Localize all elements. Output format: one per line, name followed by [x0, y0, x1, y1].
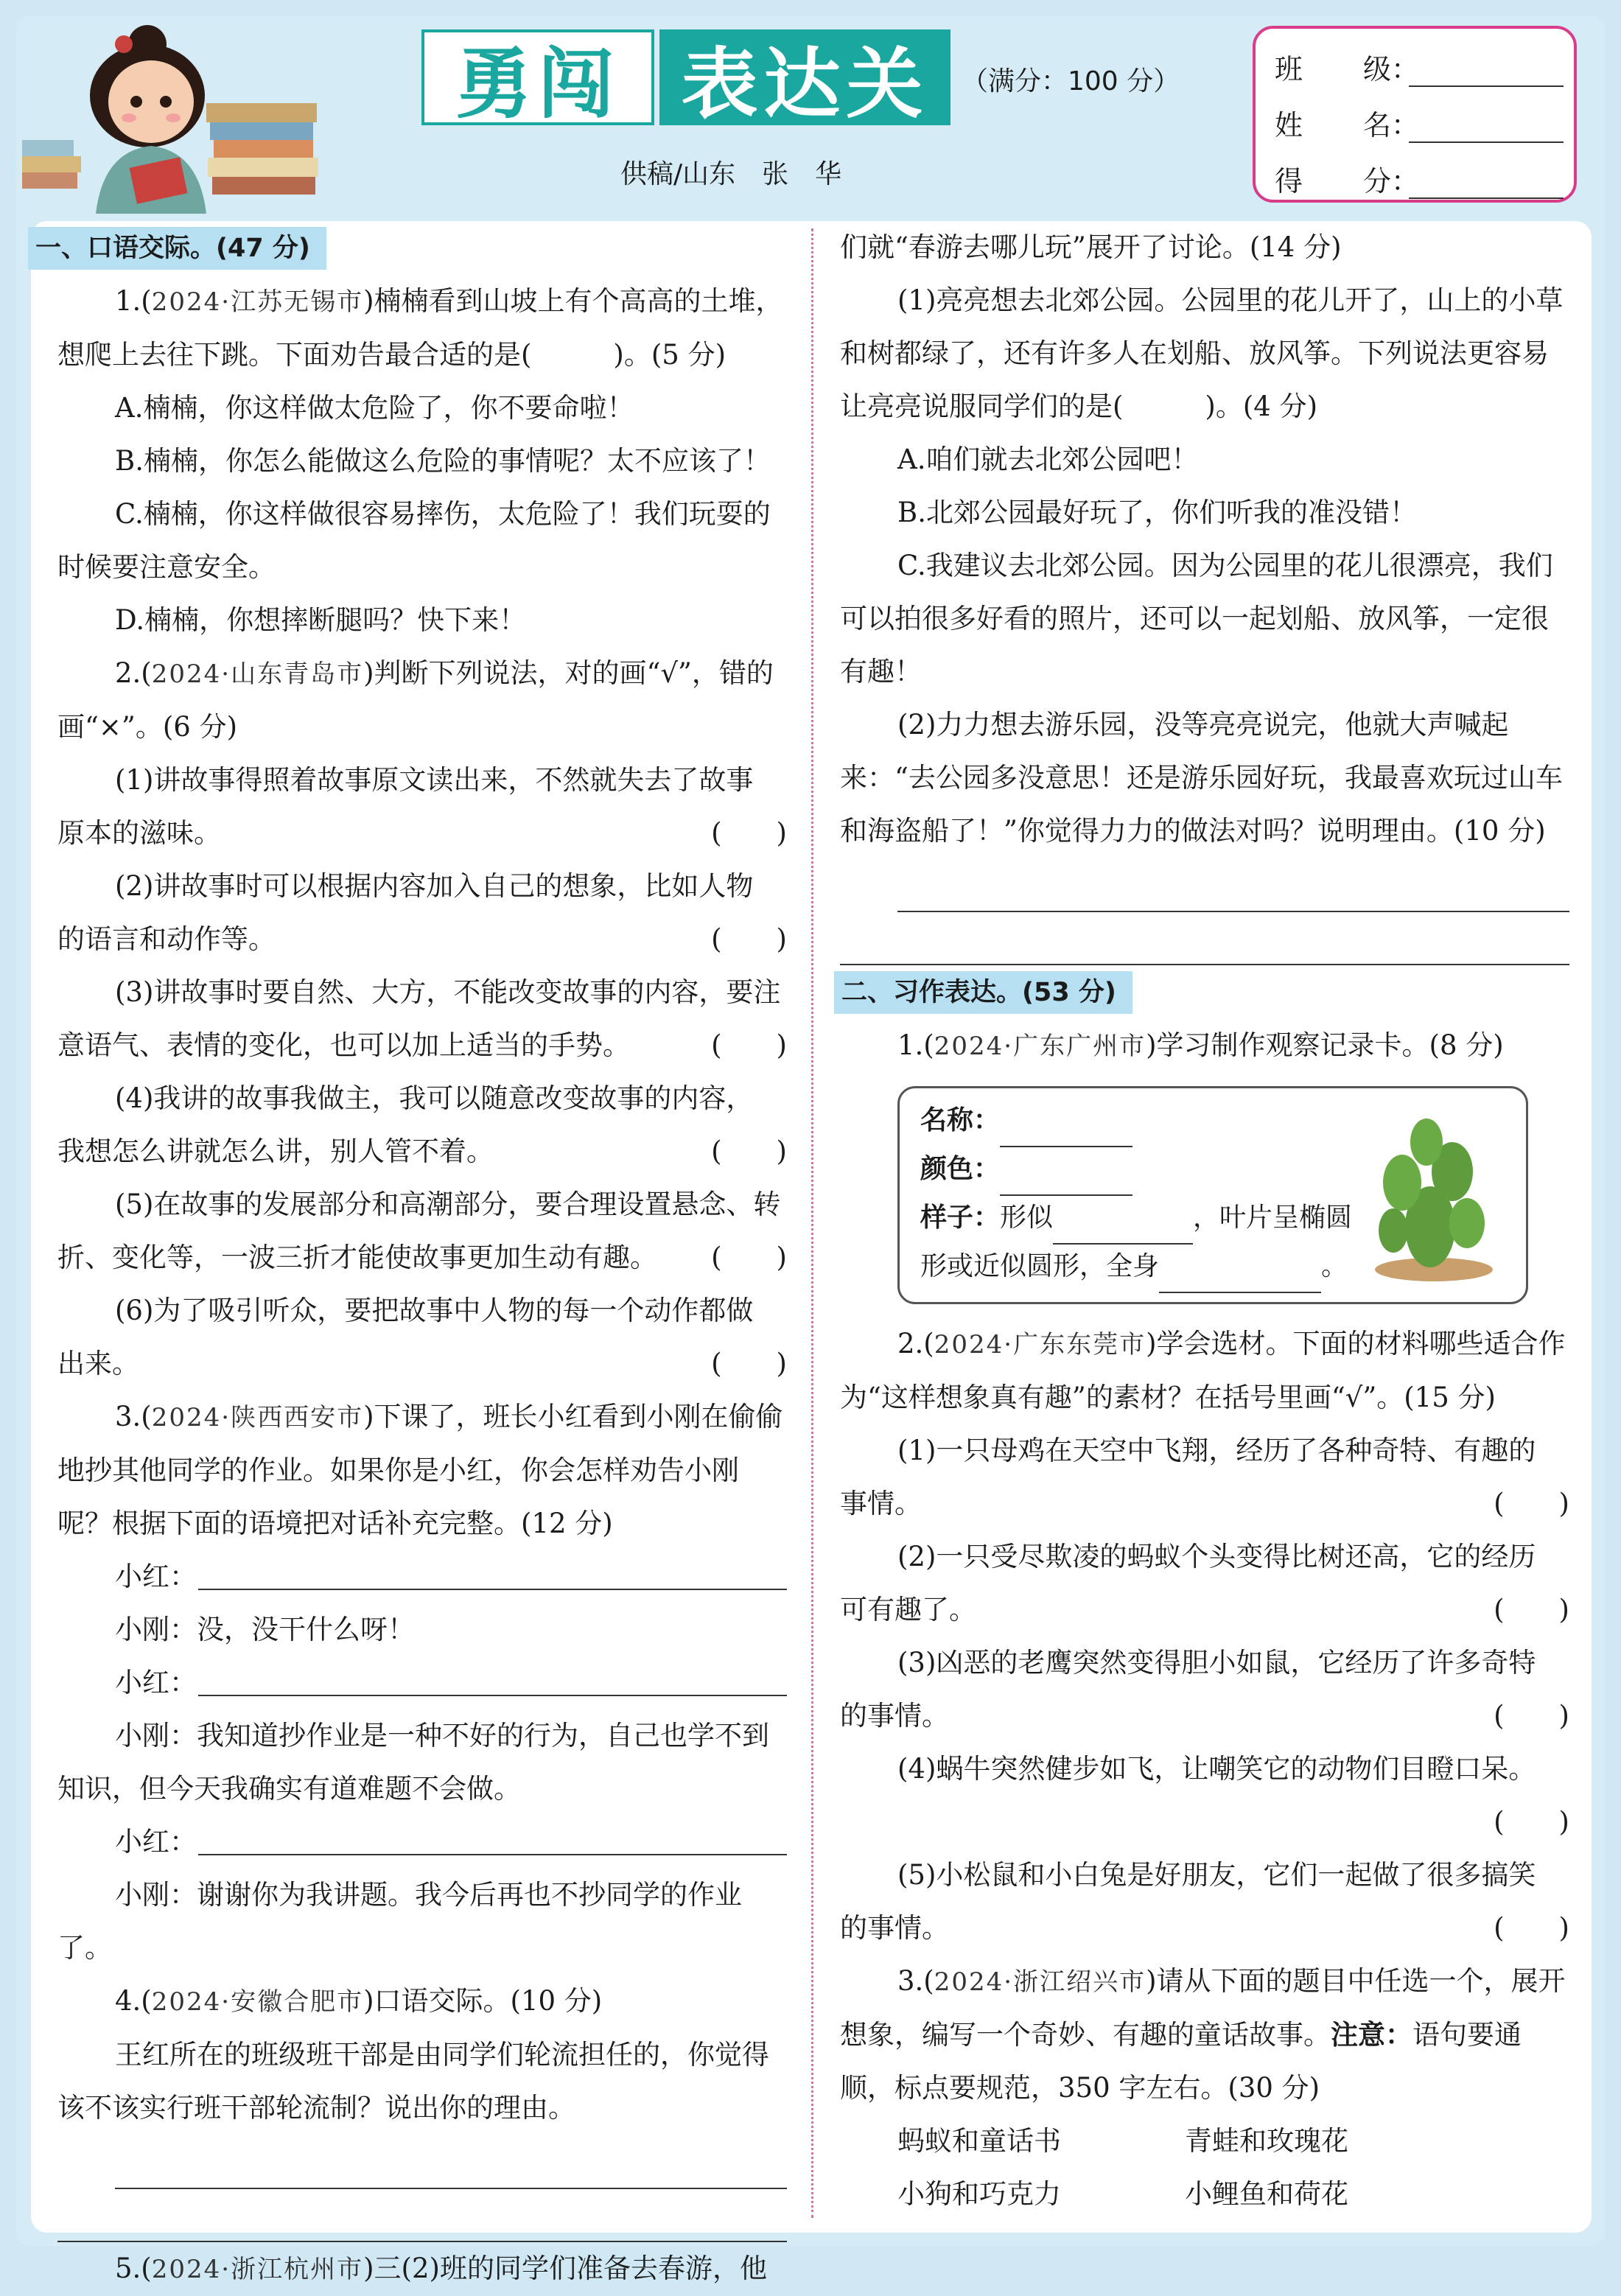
topic-item[interactable]: 蚂蚁和童话书 — [897, 2125, 1061, 2157]
q3-dialog-gang-2: 小刚：我知道抄作业是一种不好的行为，自己也学不到知识，但今天我确实有道难题不会做。 — [57, 1720, 769, 1805]
q3-stem: 3.(2024·陕西西安市)下课了，班长小红看到小刚在偷偷地抄其他同学的作业。如果你是小红，你会怎样劝告小刚呢？根据下面的语境把对话补充完整。(12 分) — [57, 1401, 783, 1539]
s2-q2-item-5: 的事情。 ( ) — [840, 1902, 1569, 1955]
topic-item[interactable]: 青蛙和玫瑰花 — [1185, 2125, 1348, 2157]
q4-stem: 4.(2024·安徽合肥市)口语交际。(10 分) — [115, 1985, 603, 2017]
q5-answer-line-1[interactable] — [897, 858, 1569, 912]
answer-paren[interactable]: ( ) — [1494, 1912, 1569, 1944]
q4-answer-line-1[interactable] — [115, 2135, 787, 2189]
card-name-row — [920, 1094, 1132, 1147]
s2-q2-item-5a: (5)小松鼠和小白兔是好朋友，它们一起做了很多搞笑 — [897, 1859, 1536, 1891]
q2-item-4a: (4)我讲的故事我做主，我可以随意改变故事的内容， — [115, 1082, 754, 1114]
s2-q2-item-4a: (4)蜗牛突然健步如飞，让嘲笑它的动物们目瞪口呆。 — [897, 1753, 1536, 1785]
q2-item-1: 原本的滋味。 ( ) — [57, 807, 787, 860]
q1-option-c: C.楠楠，你这样做很容易摔伤，太危险了！我们玩耍的时候要注意安全。 — [57, 498, 771, 583]
left-column — [35, 221, 787, 2296]
answer-paren[interactable]: ( ) — [1494, 1488, 1569, 1519]
answer-paren[interactable]: ( ) — [711, 1135, 787, 1167]
score-label-a: 得 — [1275, 165, 1303, 197]
column-divider — [811, 228, 813, 2218]
q5-stem: 5.(2024·浙江杭州市)三(2)班的同学们准备去春游，他 — [115, 2253, 767, 2284]
q2-stem: 2.(2024·山东青岛市)判断下列说法，对的画“√”，错的画“×”。(6 分) — [57, 657, 774, 743]
section2-heading: 二、习作表达。(53 分) — [834, 971, 1132, 1014]
q5-option-b: B.北郊公园最好玩了，你们听我的准没错！ — [897, 497, 1417, 528]
q2-item-5a: (5)在故事的发展部分和高潮部分，要合理设置悬念、转 — [115, 1189, 781, 1220]
q1-option-a: A.楠楠，你这样做太危险了，你不要命啦！ — [115, 392, 634, 424]
girl-reading-illustration — [22, 15, 332, 214]
q5-part1: (1)亮亮想去北郊公园。公园里的花儿开了，山上的小草和树都绿了，还有许多人在划船、放风筝。下列说法更容易让亮亮说服同学们的是( )。(4 分) — [840, 284, 1564, 422]
title-part1: 勇闯 — [421, 29, 654, 125]
right-column — [840, 221, 1569, 2221]
q3-dialog-hong-3: 小红： — [57, 1816, 787, 1869]
name-label-a: 姓 — [1275, 109, 1303, 141]
q2-item-2: 的语言和动作等。 ( ) — [57, 913, 787, 966]
q2-item-1a: (1)讲故事得照着故事原文读出来，不然就失去了故事 — [115, 764, 754, 796]
s2-q3-stem: 3.(2024·浙江绍兴市)请从下面的题目中任选一个，展开想象，编写一个奇妙、有趣的童话故事。注意：语句要通顺，标点要规范，350 字左右。(30 分) — [840, 1965, 1566, 2104]
answer-paren[interactable]: ( ) — [1494, 1806, 1569, 1838]
card-name-label: 名称： — [920, 1105, 1001, 1135]
contributor: 供稿/山东 张 华 — [620, 159, 842, 189]
card-color-row — [920, 1143, 1132, 1196]
answer-paren[interactable]: ( ) — [1494, 1700, 1569, 1732]
class-row — [1275, 46, 1564, 87]
q2-item-6: 出来。 ( ) — [57, 1337, 787, 1390]
score-label-b: 分： — [1363, 165, 1420, 197]
class-label-a: 班 — [1275, 53, 1303, 85]
q3-answer-line-1[interactable] — [198, 1550, 787, 1590]
s2-q2-item-1a: (1)一只母鸡在天空中飞翔，经历了各种奇特、有趣的 — [897, 1435, 1536, 1466]
topic-list — [840, 2115, 1569, 2221]
score-row — [1275, 158, 1564, 199]
answer-paren[interactable]: ( ) — [711, 817, 787, 849]
q2-item-2a: (2)讲故事时可以根据内容加入自己的想象，比如人物 — [115, 870, 754, 902]
q5-stem-continued: 们就“春游去哪儿玩”展开了讨论。(14 分) — [840, 231, 1342, 263]
q4-answer-line-2[interactable] — [57, 2189, 787, 2242]
q3-answer-line-3[interactable] — [198, 1816, 787, 1855]
q2-item-3a: (3)讲故事时要自然、大方，不能改变故事的内容，要注 — [115, 976, 781, 1008]
cactus-image — [1364, 1102, 1496, 1286]
q1-option-d: D.楠楠，你想摔断腿吗？快下来！ — [115, 604, 527, 636]
name-field[interactable] — [1409, 112, 1564, 143]
title-part2: 表达关 — [659, 29, 950, 125]
q5-answer-line-2[interactable] — [840, 912, 1569, 965]
s2-q2-item-2: 可有趣了。 ( ) — [840, 1583, 1569, 1637]
card-shape-row-2: 形或近似圆形，全身 。 — [920, 1240, 1348, 1293]
score-field[interactable] — [1409, 168, 1564, 199]
s2-q2-item-3a: (3)凶恶的老鹰突然变得胆小如鼠，它经历了许多奇特 — [897, 1647, 1536, 1679]
topic-item[interactable]: 小鲤鱼和荷花 — [1185, 2178, 1348, 2210]
q3-dialog-hong-2: 小红： — [57, 1656, 787, 1709]
name-label-b: 名： — [1363, 109, 1420, 141]
card-shape-row: 样子： 形似 ，叶片呈椭圆 — [920, 1191, 1352, 1245]
name-row — [1275, 102, 1564, 143]
class-field[interactable] — [1409, 56, 1564, 87]
q2-item-3: 意语气、表情的变化，也可以加上适当的手势。 ( ) — [57, 1019, 787, 1072]
s2-q2-item-2a: (2)一只受尽欺凌的蚂蚁个头变得比树还高，它的经历 — [897, 1541, 1536, 1572]
answer-paren[interactable]: ( ) — [711, 1029, 787, 1061]
class-label-b: 级： — [1363, 53, 1420, 85]
q5-part2: (2)力力想去游乐园，没等亮亮说完，他就大声喊起来：“去公园多没意思！还是游乐园好玩，我最喜欢玩过山车和海盗船了！”你觉得力力的做法对吗？说明理由。(10 分) — [840, 709, 1563, 847]
card-shape-label: 样子： — [920, 1203, 1001, 1233]
answer-paren[interactable]: ( ) — [1494, 1594, 1569, 1625]
student-info-box — [1253, 26, 1577, 203]
q3-dialog-gang-1: 小刚：没，没干什么呀！ — [115, 1614, 415, 1645]
q2-item-6a: (6)为了吸引听众，要把故事中人物的每一个动作都做 — [115, 1295, 754, 1326]
q3-dialog-hong-1: 小红： — [57, 1550, 787, 1603]
q3-dialog-gang-3: 小刚：谢谢你为我讲题。我今后再也不抄同学的作业了。 — [57, 1879, 742, 1964]
answer-paren[interactable]: ( ) — [711, 1348, 787, 1379]
observation-card — [897, 1086, 1528, 1304]
answer-paren[interactable]: ( ) — [711, 923, 787, 955]
card-color-label: 颜色： — [920, 1154, 1001, 1184]
q5-option-a: A.咱们就去北郊公园吧！ — [897, 444, 1199, 475]
section1-heading: 一、口语交际。(47 分) — [28, 227, 326, 270]
topic-item[interactable]: 小狗和巧克力 — [897, 2178, 1061, 2210]
q1-option-b: B.楠楠，你怎么能做这么危险的事情呢？太不应该了！ — [115, 445, 771, 477]
s2-q1-stem: 1.(2024·广东广州市)学习制作观察记录卡。(8 分) — [897, 1029, 1504, 1061]
q5-option-c: C.我建议去北郊公园。因为公园里的花儿很漂亮，我们可以拍很多好看的照片，还可以一起划船、放风筝，一定很有趣！ — [840, 550, 1553, 687]
header — [0, 0, 1621, 221]
s2-q2-item-1: 事情。 ( ) — [840, 1477, 1569, 1530]
full-score: （满分：100 分） — [962, 66, 1180, 97]
s2-q2-stem: 2.(2024·广东东莞市)学会选材。下面的材料哪些适合作为“这样想象真有趣”的素材？在括号里画“√”。(15 分) — [840, 1328, 1566, 1413]
q1-stem: 1.(2024·江苏无锡市)楠楠看到山坡上有个高高的土堆，想爬上去往下跳。下面劝告最合适的是( )。(5 分) — [57, 285, 783, 371]
q2-item-5: 折、变化等，一波三折才能使故事更加生动有趣。 ( ) — [57, 1231, 787, 1284]
q3-answer-line-2[interactable] — [198, 1656, 787, 1696]
q2-item-4: 我想怎么讲就怎么讲，别人管不着。 ( ) — [57, 1125, 787, 1178]
answer-paren[interactable]: ( ) — [711, 1242, 787, 1273]
card-body-field[interactable] — [1159, 1259, 1321, 1293]
s2-q2-item-4 — [840, 1796, 1569, 1849]
s2-q2-item-3: 的事情。 ( ) — [840, 1690, 1569, 1743]
q4-body: 王红所在的班级班干部是由同学们轮流担任的，你觉得该不该实行班干部轮流制？说出你的理由。 — [57, 2039, 769, 2124]
